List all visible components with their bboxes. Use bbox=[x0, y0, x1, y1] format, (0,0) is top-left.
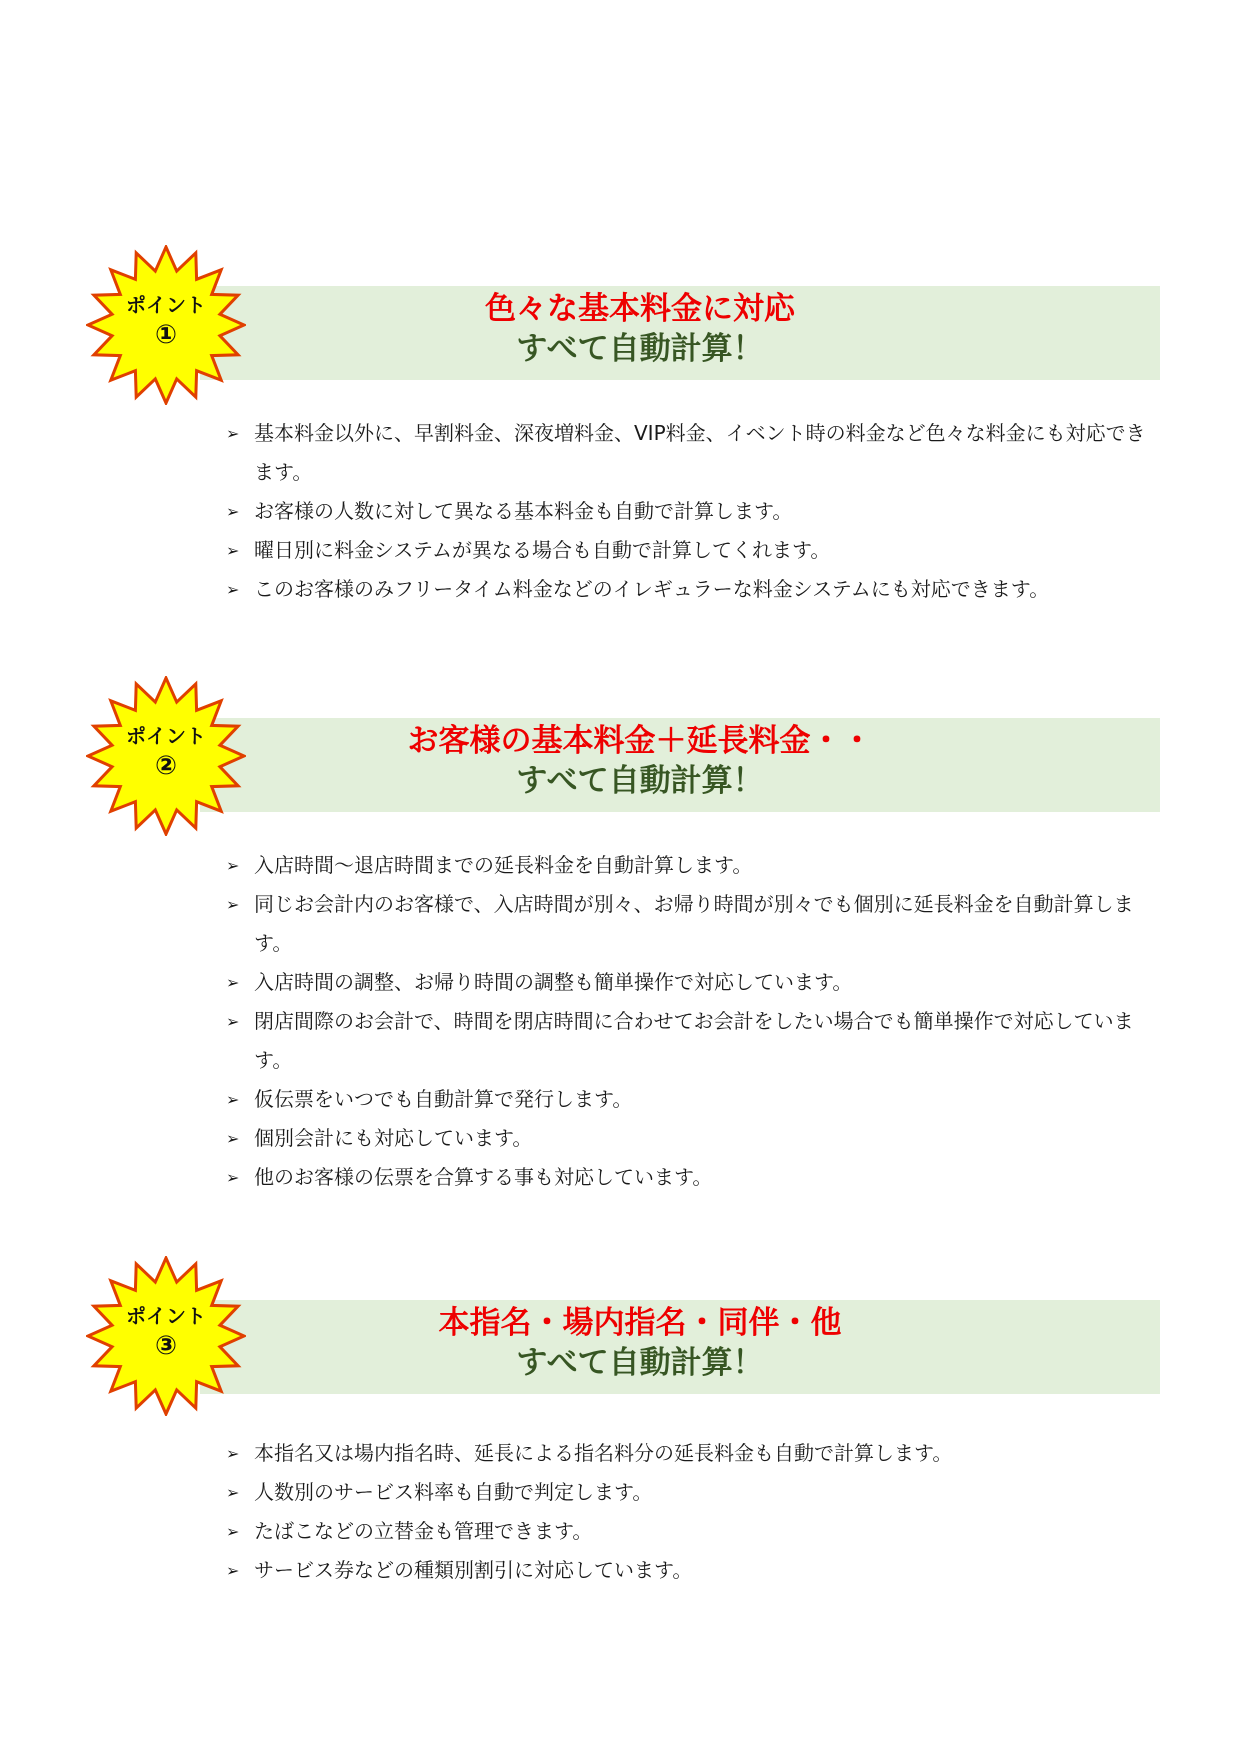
arrow-bullet-icon: ➢ bbox=[226, 1561, 240, 1580]
starburst-badge bbox=[86, 1256, 246, 1416]
title-line-2: すべて自動計算！ bbox=[516, 763, 764, 799]
arrow-bullet-icon: ➢ bbox=[226, 580, 240, 599]
feature-list bbox=[222, 414, 1152, 609]
section-title bbox=[200, 1303, 1080, 1383]
title-line-1: 色々な基本料金に対応 bbox=[485, 291, 795, 327]
arrow-bullet-icon: ➢ bbox=[226, 1444, 240, 1463]
feature-list bbox=[222, 1434, 1152, 1590]
section-title bbox=[200, 721, 1080, 801]
list-item: ➢ 同じお会計内のお客様で、入店時間が別々、お帰り時間が別々でも個別に延長料金を自動計算します。 bbox=[222, 885, 1152, 963]
arrow-bullet-icon: ➢ bbox=[226, 1012, 240, 1031]
starburst-badge bbox=[86, 676, 246, 836]
starburst-badge bbox=[86, 245, 246, 405]
title-line-1: お客様の基本料金＋延長料金・・ bbox=[407, 723, 873, 759]
section-title bbox=[200, 289, 1080, 369]
badge-label: ポイント bbox=[126, 724, 206, 748]
list-item: ➢ このお客様のみフリータイム料金などのイレギュラーな料金システムにも対応できます。 bbox=[222, 570, 1152, 609]
badge-number: ① bbox=[154, 320, 177, 350]
list-item: ➢ 曜日別に料金システムが異なる場合も自動で計算してくれます。 bbox=[222, 531, 1152, 570]
list-item: ➢ 入店時間の調整、お帰り時間の調整も簡単操作で対応しています。 bbox=[222, 963, 1152, 1002]
arrow-bullet-icon: ➢ bbox=[226, 424, 240, 443]
list-item: ➢ 閉店間際のお会計で、時間を閉店時間に合わせてお会計をしたい場合でも簡単操作で対応しています。 bbox=[222, 1002, 1152, 1080]
list-item: ➢ たばこなどの立替金も管理できます。 bbox=[222, 1512, 1152, 1551]
arrow-bullet-icon: ➢ bbox=[226, 1483, 240, 1502]
badge-label: ポイント bbox=[126, 293, 206, 317]
title-line-1: 本指名・場内指名・同伴・他 bbox=[438, 1305, 842, 1341]
list-item: ➢ 他のお客様の伝票を合算する事も対応しています。 bbox=[222, 1158, 1152, 1197]
arrow-bullet-icon: ➢ bbox=[226, 1129, 240, 1148]
arrow-bullet-icon: ➢ bbox=[226, 502, 240, 521]
arrow-bullet-icon: ➢ bbox=[226, 1168, 240, 1187]
badge-number: ② bbox=[154, 751, 177, 781]
list-item: ➢ 本指名又は場内指名時、延長による指名料分の延長料金も自動で計算します。 bbox=[222, 1434, 1152, 1473]
title-line-2: すべて自動計算！ bbox=[516, 331, 764, 367]
list-item: ➢ 入店時間～退店時間までの延長料金を自動計算します。 bbox=[222, 846, 1152, 885]
list-item: ➢ 人数別のサービス料率も自動で判定します。 bbox=[222, 1473, 1152, 1512]
list-item: ➢ 仮伝票をいつでも自動計算で発行します。 bbox=[222, 1080, 1152, 1119]
list-item: ➢ お客様の人数に対して異なる基本料金も自動で計算します。 bbox=[222, 492, 1152, 531]
title-line-2: すべて自動計算！ bbox=[516, 1345, 764, 1381]
arrow-bullet-icon: ➢ bbox=[226, 1090, 240, 1109]
badge-label: ポイント bbox=[126, 1304, 206, 1328]
arrow-bullet-icon: ➢ bbox=[226, 973, 240, 992]
badge-number: ③ bbox=[154, 1331, 177, 1361]
arrow-bullet-icon: ➢ bbox=[226, 541, 240, 560]
arrow-bullet-icon: ➢ bbox=[226, 856, 240, 875]
feature-list bbox=[222, 846, 1152, 1197]
list-item: ➢ 個別会計にも対応しています。 bbox=[222, 1119, 1152, 1158]
arrow-bullet-icon: ➢ bbox=[226, 895, 240, 914]
list-item: ➢ サービス券などの種類別割引に対応しています。 bbox=[222, 1551, 1152, 1590]
list-item: ➢ 基本料金以外に、早割料金、深夜増料金、VIP料金、イベント時の料金など色々な料金にも対応できます。 bbox=[222, 414, 1152, 492]
arrow-bullet-icon: ➢ bbox=[226, 1522, 240, 1541]
